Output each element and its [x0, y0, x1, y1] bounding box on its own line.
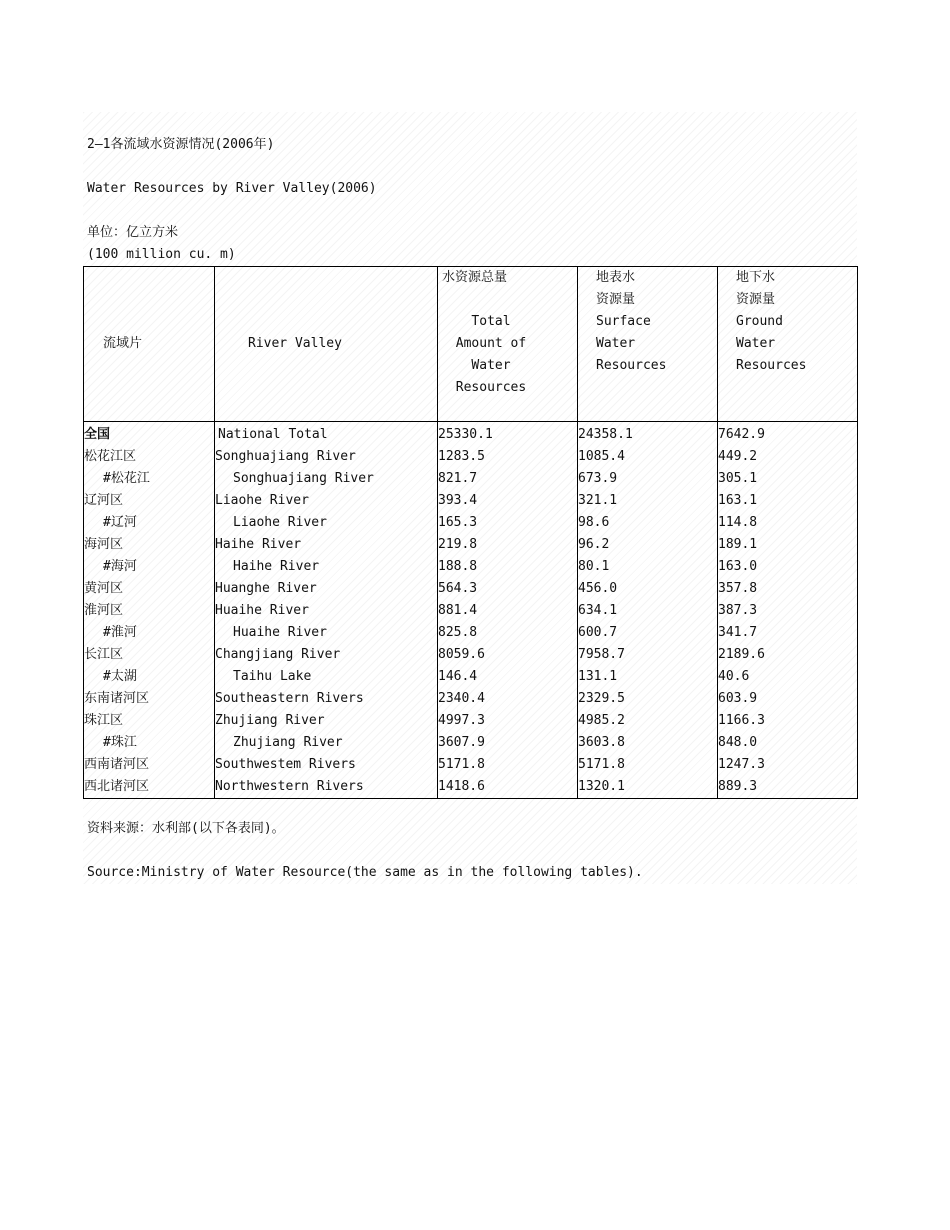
header-label-en: Water — [471, 358, 511, 373]
cell-river-valley-en: National Total — [215, 422, 438, 447]
cell-river-valley-en: Zhujiang River — [215, 710, 438, 732]
cell-total-water: 564.3 — [438, 578, 578, 600]
cell-total-water: 2340.4 — [438, 688, 578, 710]
header-label-en: Water — [596, 336, 636, 351]
source-english: Source:Ministry of Water Resource(the same as in the following tables). — [87, 865, 643, 880]
cell-total-water: 8059.6 — [438, 644, 578, 666]
table-row — [84, 644, 858, 666]
cell-total-water: 4997.3 — [438, 710, 578, 732]
header-label-en: Ground — [736, 314, 783, 329]
cell-surface-water: 2329.5 — [578, 688, 718, 710]
cell-ground-water: 889.3 — [718, 776, 858, 799]
cell-basin-cn: #松花江 — [84, 468, 215, 490]
cell-river-valley-en: Huaihe River — [215, 600, 438, 622]
cell-ground-water: 357.8 — [718, 578, 858, 600]
cell-ground-water: 1166.3 — [718, 710, 858, 732]
cell-ground-water: 848.0 — [718, 732, 858, 754]
cell-basin-cn: #辽河 — [84, 512, 215, 534]
cell-river-valley-en: Songhuajiang River — [215, 446, 438, 468]
cell-basin-cn: #海河 — [84, 556, 215, 578]
table-row — [84, 666, 858, 688]
cell-surface-water: 5171.8 — [578, 754, 718, 776]
header-label-en: Amount of — [455, 336, 527, 351]
table-row — [84, 446, 858, 468]
table-row — [84, 754, 858, 776]
cell-surface-water: 673.9 — [578, 468, 718, 490]
title-chinese: 2—1各流域水资源情况(2006年) — [87, 137, 275, 152]
cell-basin-cn: 长江区 — [84, 644, 215, 666]
table-row — [84, 578, 858, 600]
table-row — [84, 422, 858, 447]
header-label-en: Resources — [455, 380, 527, 395]
cell-river-valley-en: Liaohe River — [215, 490, 438, 512]
header-label-en: Resources — [736, 358, 807, 373]
header-surface-water — [578, 267, 718, 422]
cell-total-water: 25330.1 — [438, 422, 578, 447]
cell-basin-cn: 辽河区 — [84, 490, 215, 512]
cell-river-valley-en: Southeastern Rivers — [215, 688, 438, 710]
title-english: Water Resources by River Valley(2006) — [87, 181, 377, 196]
cell-surface-water: 96.2 — [578, 534, 718, 556]
header-river-valley-en — [215, 267, 438, 422]
cell-total-water: 146.4 — [438, 666, 578, 688]
header-river-basin-cn — [84, 267, 215, 422]
cell-ground-water: 341.7 — [718, 622, 858, 644]
cell-total-water: 1283.5 — [438, 446, 578, 468]
table-row — [84, 710, 858, 732]
cell-total-water: 825.8 — [438, 622, 578, 644]
cell-surface-water: 1085.4 — [578, 446, 718, 468]
cell-ground-water: 603.9 — [718, 688, 858, 710]
header-total-water — [438, 267, 578, 422]
cell-basin-cn: 海河区 — [84, 534, 215, 556]
table-row — [84, 534, 858, 556]
cell-surface-water: 24358.1 — [578, 422, 718, 447]
cell-ground-water: 163.0 — [718, 556, 858, 578]
cell-total-water: 165.3 — [438, 512, 578, 534]
cell-basin-cn: 东南诸河区 — [84, 688, 215, 710]
header-label-cn: 水资源总量 — [442, 270, 508, 285]
header-label-en: Resources — [596, 358, 667, 373]
table-header-row — [84, 267, 858, 422]
cell-ground-water: 163.1 — [718, 490, 858, 512]
unit-english: (100 million cu. m) — [87, 247, 236, 262]
header-label: River Valley — [248, 336, 342, 351]
cell-basin-cn: 西南诸河区 — [84, 754, 215, 776]
cell-surface-water: 4985.2 — [578, 710, 718, 732]
cell-surface-water: 321.1 — [578, 490, 718, 512]
cell-river-valley-en: Liaohe River — [215, 512, 438, 534]
cell-basin-cn: 淮河区 — [84, 600, 215, 622]
cell-total-water: 821.7 — [438, 468, 578, 490]
table-row — [84, 490, 858, 512]
cell-total-water: 3607.9 — [438, 732, 578, 754]
cell-basin-cn: 黄河区 — [84, 578, 215, 600]
header-label-en: Surface — [596, 314, 651, 329]
cell-ground-water: 449.2 — [718, 446, 858, 468]
unit-chinese: 单位：亿立方米 — [87, 225, 179, 240]
table-row — [84, 512, 858, 534]
cell-surface-water: 98.6 — [578, 512, 718, 534]
cell-ground-water: 305.1 — [718, 468, 858, 490]
table-row — [84, 776, 858, 799]
cell-ground-water: 1247.3 — [718, 754, 858, 776]
header-label-cn: 地表水 — [596, 270, 636, 285]
table-row — [84, 600, 858, 622]
cell-ground-water: 387.3 — [718, 600, 858, 622]
cell-river-valley-en: Zhujiang River — [215, 732, 438, 754]
cell-basin-cn: 全国 — [84, 422, 215, 447]
cell-basin-cn: #淮河 — [84, 622, 215, 644]
cell-surface-water: 7958.7 — [578, 644, 718, 666]
cell-total-water: 881.4 — [438, 600, 578, 622]
cell-river-valley-en: Northwestern Rivers — [215, 776, 438, 799]
header-label-cn: 资源量 — [596, 292, 636, 307]
table-row — [84, 732, 858, 754]
cell-ground-water: 114.8 — [718, 512, 858, 534]
cell-basin-cn: #珠江 — [84, 732, 215, 754]
cell-river-valley-en: Changjiang River — [215, 644, 438, 666]
cell-river-valley-en: Haihe River — [215, 534, 438, 556]
cell-basin-cn: 松花江区 — [84, 446, 215, 468]
cell-total-water: 5171.8 — [438, 754, 578, 776]
table-row — [84, 468, 858, 490]
cell-surface-water: 80.1 — [578, 556, 718, 578]
cell-surface-water: 3603.8 — [578, 732, 718, 754]
cell-surface-water: 456.0 — [578, 578, 718, 600]
cell-river-valley-en: Songhuajiang River — [215, 468, 438, 490]
cell-basin-cn: 珠江区 — [84, 710, 215, 732]
header-label: 流域片 — [103, 336, 143, 351]
header-ground-water — [718, 267, 858, 422]
cell-river-valley-en: Taihu Lake — [215, 666, 438, 688]
cell-total-water: 1418.6 — [438, 776, 578, 799]
header-label-en: Water — [736, 336, 776, 351]
cell-total-water: 393.4 — [438, 490, 578, 512]
cell-ground-water: 189.1 — [718, 534, 858, 556]
cell-ground-water: 7642.9 — [718, 422, 858, 447]
cell-basin-cn: 西北诸河区 — [84, 776, 215, 799]
water-resources-table — [83, 266, 858, 799]
cell-river-valley-en: Huanghe River — [215, 578, 438, 600]
table-row — [84, 556, 858, 578]
header-label-cn: 资源量 — [736, 292, 776, 307]
cell-surface-water: 1320.1 — [578, 776, 718, 799]
cell-basin-cn: #太湖 — [84, 666, 215, 688]
cell-river-valley-en: Haihe River — [215, 556, 438, 578]
cell-total-water: 219.8 — [438, 534, 578, 556]
cell-surface-water: 131.1 — [578, 666, 718, 688]
header-label-en: Total — [471, 314, 511, 329]
cell-ground-water: 2189.6 — [718, 644, 858, 666]
cell-surface-water: 600.7 — [578, 622, 718, 644]
header-label-cn: 地下水 — [736, 270, 776, 285]
table-row — [84, 688, 858, 710]
cell-ground-water: 40.6 — [718, 666, 858, 688]
cell-total-water: 188.8 — [438, 556, 578, 578]
table-row — [84, 622, 858, 644]
cell-river-valley-en: Huaihe River — [215, 622, 438, 644]
source-chinese: 资料来源：水利部(以下各表同)。 — [87, 821, 285, 836]
cell-surface-water: 634.1 — [578, 600, 718, 622]
cell-river-valley-en: Southwestem Rivers — [215, 754, 438, 776]
